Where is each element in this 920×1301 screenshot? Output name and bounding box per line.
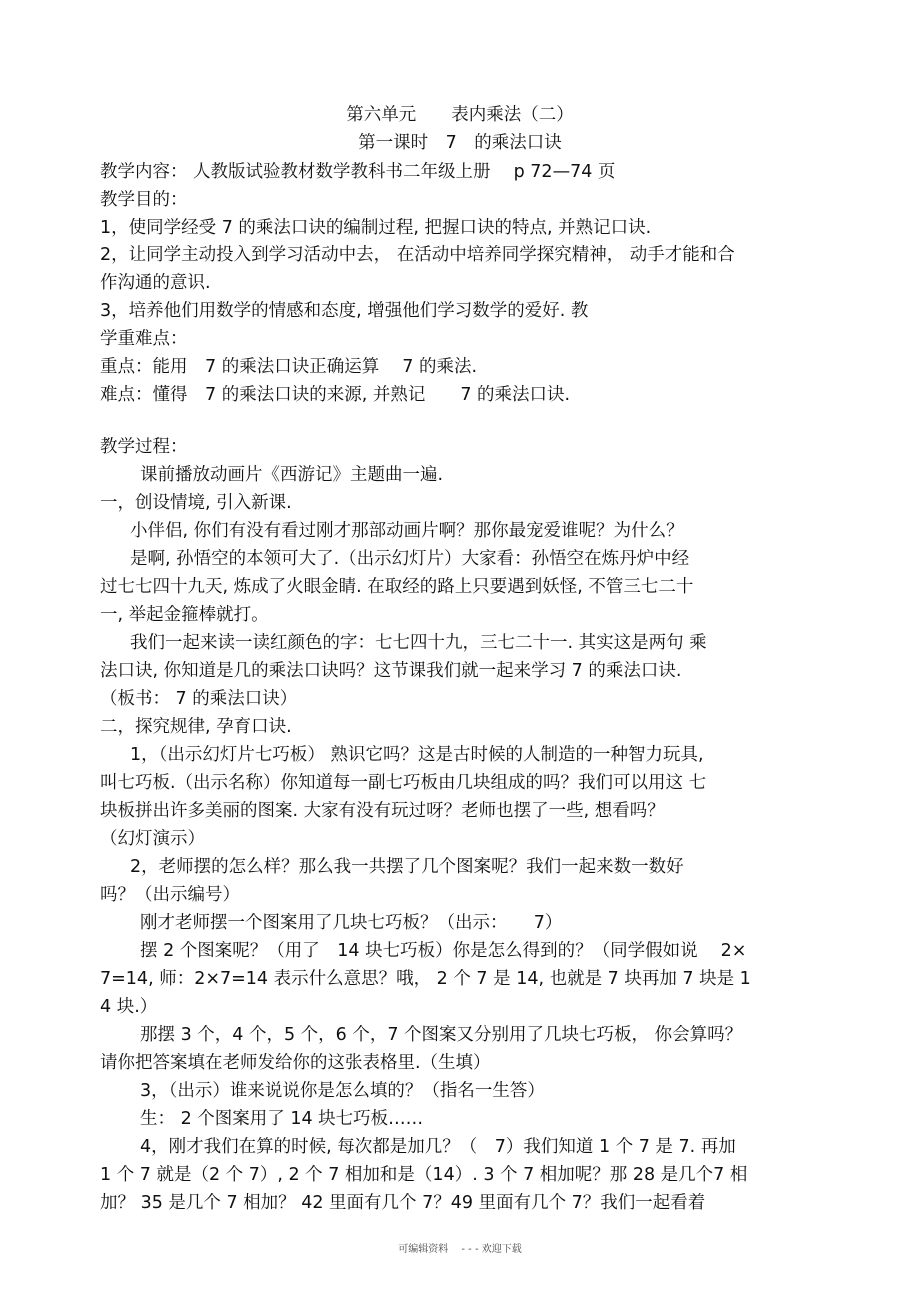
lesson-title: 第一课时 7 的乘法口诀	[358, 133, 562, 153]
paragraph-line: 块板拼出许多美丽的图案. 大家有没有玩过呀？老师也摆了一些, 想看吗？	[100, 801, 665, 821]
paragraph-line: 叫七巧板.（出示名称）你知道每一副七巧板由几块组成的吗？我们可以用这 七	[100, 773, 707, 793]
paragraph-line: 小伴侣, 你们有没有看过刚才那部动画片啊？那你最宠爱谁呢？为什么？	[130, 521, 684, 541]
paragraph-line: 难点：懂得 7 的乘法口诀的来源, 并熟记 7 的乘法口诀.	[100, 385, 571, 405]
paragraph-line: 摆 2 个图案呢？（用了 14 块七巧板）你是怎么得到的？（同学假如说 2×	[140, 941, 747, 961]
paragraph-line: 刚才老师摆一个图案用了几块七巧板？（出示： 7）	[140, 913, 563, 933]
paragraph-line: 一, 举起金箍棒就打。	[100, 605, 269, 625]
paragraph-line: 请你把答案填在老师发给你的这张表格里.（生填）	[100, 1053, 491, 1073]
paragraph-line: 吗？（出示编号）	[100, 885, 240, 905]
paragraph-line: 我们一起来读一读红颜色的字：七七四十九，三七二十一. 其实这是两句 乘	[130, 633, 707, 653]
paragraph-line: 4 块.）	[100, 997, 158, 1017]
paragraph-line: 课前播放动画片《西游记》主题曲一遍.	[140, 465, 444, 485]
paragraph-line: 7=14, 师：2×7=14 表示什么意思？哦， 2 个 7 是 14, 也就是 7 块再加 7 块是 1	[100, 969, 751, 989]
section-heading: 学重难点：	[100, 329, 188, 349]
paragraph-line: （幻灯演示）	[100, 829, 205, 849]
paragraph-line: 作沟通的意识.	[100, 273, 211, 293]
paragraph-line: 法口诀, 你知道是几的乘法口诀吗？这节课我们就一起来学习 7 的乘法口诀.	[100, 661, 682, 681]
paragraph-line: 生： 2 个图案用了 14 块七巧板……	[140, 1109, 424, 1129]
paragraph-line: 是啊, 孙悟空的本领可大了.（出示幻灯片）大家看：孙悟空在炼丹炉中经	[130, 549, 690, 569]
paragraph-line: （板书： 7 的乘法口诀）	[100, 689, 298, 709]
paragraph-line: 重点：能用 7 的乘法口诀正确运算 7 的乘法.	[100, 357, 478, 377]
teaching-content: 教学内容： 人教版试验教材数学教科书二年级上册 p 72—74 页	[100, 162, 616, 182]
paragraph-line: 3，（出示）谁来说说你是怎么填的？（指名一生答）	[140, 1081, 545, 1101]
paragraph-line: 4，刚才我们在算的时候, 每次都是加几？（ 7）我们知道 1 个 7 是 7. 再加	[140, 1137, 736, 1157]
section-heading: 教学目的：	[100, 190, 188, 210]
paragraph-line: 2，老师摆的怎么样？那么我一共摆了几个图案呢？我们一起来数一数好	[130, 857, 684, 877]
section-heading: 一，创设情境, 引入新课.	[100, 493, 292, 513]
paragraph-line: 1，使同学经受 7 的乘法口诀的编制过程, 把握口诀的特点, 并熟记口诀.	[100, 218, 652, 238]
paragraph-line: 2，让同学主动投入到学习活动中去， 在活动中培养同学探究精神， 动手才能和合	[100, 245, 735, 265]
paragraph-line: 3，培养他们用数学的情感和态度, 增强他们学习数学的爱好. 教	[100, 301, 589, 321]
paragraph-line: 过七七四十九天, 炼成了火眼金睛. 在取经的路上只要遇到妖怪, 不管三七二十	[100, 577, 694, 597]
paragraph-line: 那摆 3 个，4 个，5 个，6 个，7 个图案又分别用了几块七巧板， 你会算吗？	[140, 1025, 743, 1045]
paragraph-line: 加？ 35 是几个 7 相加？ 42 里面有几个 7？49 里面有几个 7？我们一起看着	[100, 1193, 706, 1213]
section-heading: 教学过程：	[100, 437, 188, 457]
paragraph-line: 1，（出示幻灯片七巧板） 熟识它吗？这是古时候的人制造的一种智力玩具,	[130, 745, 704, 765]
section-heading: 二，探究规律, 孕育口诀.	[100, 717, 292, 737]
unit-title: 第六单元 表内乘法（二）	[346, 105, 574, 125]
page-footer: 可编辑资料 - - - 欢迎下载	[398, 1244, 522, 1255]
paragraph-line: 1 个 7 就是（2 个 7）, 2 个 7 相加和是（14）. 3 个 7 相加呢？那 28 是几个7 相	[100, 1165, 748, 1185]
